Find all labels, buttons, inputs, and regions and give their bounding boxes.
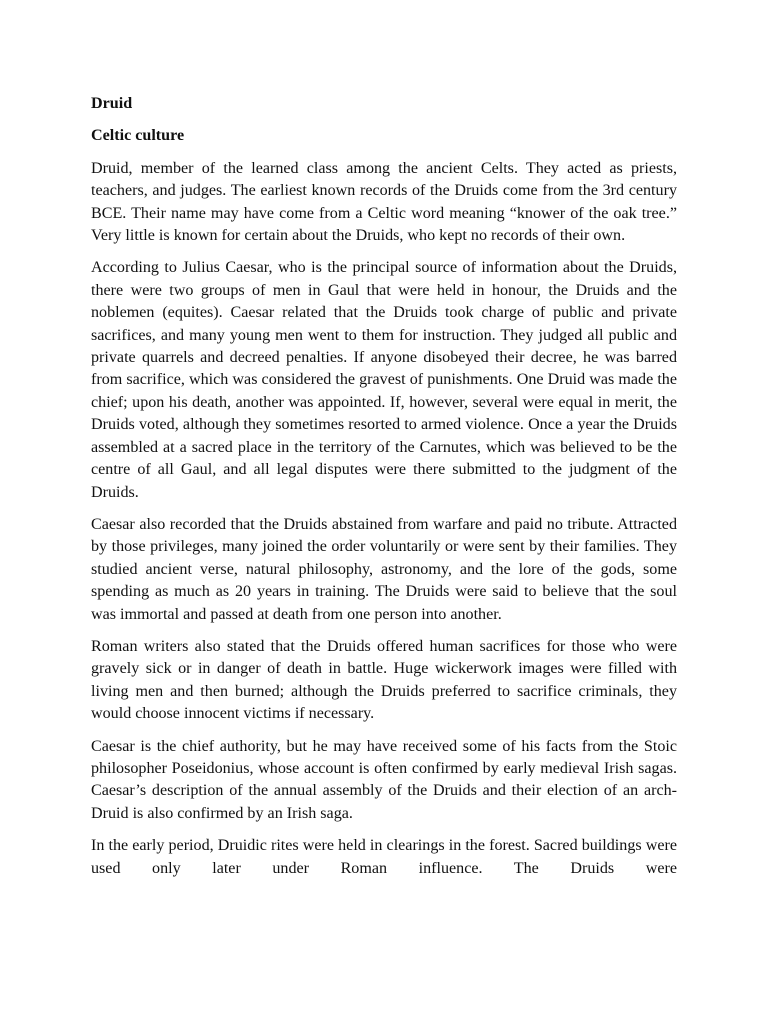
document-body [91,93,677,890]
paragraph: Caesar also recorded that the Druids abstained from warfare and paid no tribute. Attracted by those privileges, many joined the order voluntarily or were sent by their families. They studied ancient verse, natural philosophy, astronomy, and the lore of the gods, some spending as much as 20 years in training. The Druids were said to believe that the soul was immortal and passed at death from one person into another. [91,515,677,623]
document-title: Druid [91,95,133,112]
paragraph: Druid, member of the learned class among the ancient Celts. They acted as priests, teachers, and judges. The earliest known records of the Druids come from the 3rd century BCE. Their name may have come from a Celtic word meaning “knower of the oak tree.” Very little is known for certain about the Druids, who kept no records of their own. [91,159,677,245]
paragraph: In the early period, Druidic rites were held in clearings in the forest. Sacred buildings were used only later under Roman influence. The Druids were [91,837,677,877]
document-subtitle: Celtic culture [91,127,185,145]
paragraph: Roman writers also stated that the Druids offered human sacrifices for those who were gravely sick or in danger of death in battle. Huge wickerwork images were filled with living men and then burned; although the Druids preferred to sacrifice criminals, they would choose innocent victims if necessary. [91,637,677,723]
paragraph: According to Julius Caesar, who is the principal source of information about the Druids, there were two groups of men in Gaul that were held in honour, the Druids and the noblemen (equites). Caesar related that the Druids took charge of public and private sacrifices, and many young men went to them for instruction. They judged all public and private quarrels and decreed penalties. If anyone disobeyed their decree, he was barred from sacrifice, which was considered the gravest of punishments. One Druid was made the chief; upon his death, another was appointed. If, however, several were equal in merit, the Druids voted, although they sometimes resorted to armed violence. Once a year the Druids assembled at a sacred place in the territory of the Carnutes, which was believed to be the centre of all Gaul, and all legal disputes were there submitted to the judgment of the Druids. [91,259,677,501]
paragraph: Caesar is the chief authority, but he may have received some of his facts from the Stoic philosopher Poseidonius, whose account is often confirmed by early medieval Irish sagas. Caesar’s description of the annual assembly of the Druids and their election of an arch-Druid is also confirmed by an Irish saga. [91,737,677,822]
